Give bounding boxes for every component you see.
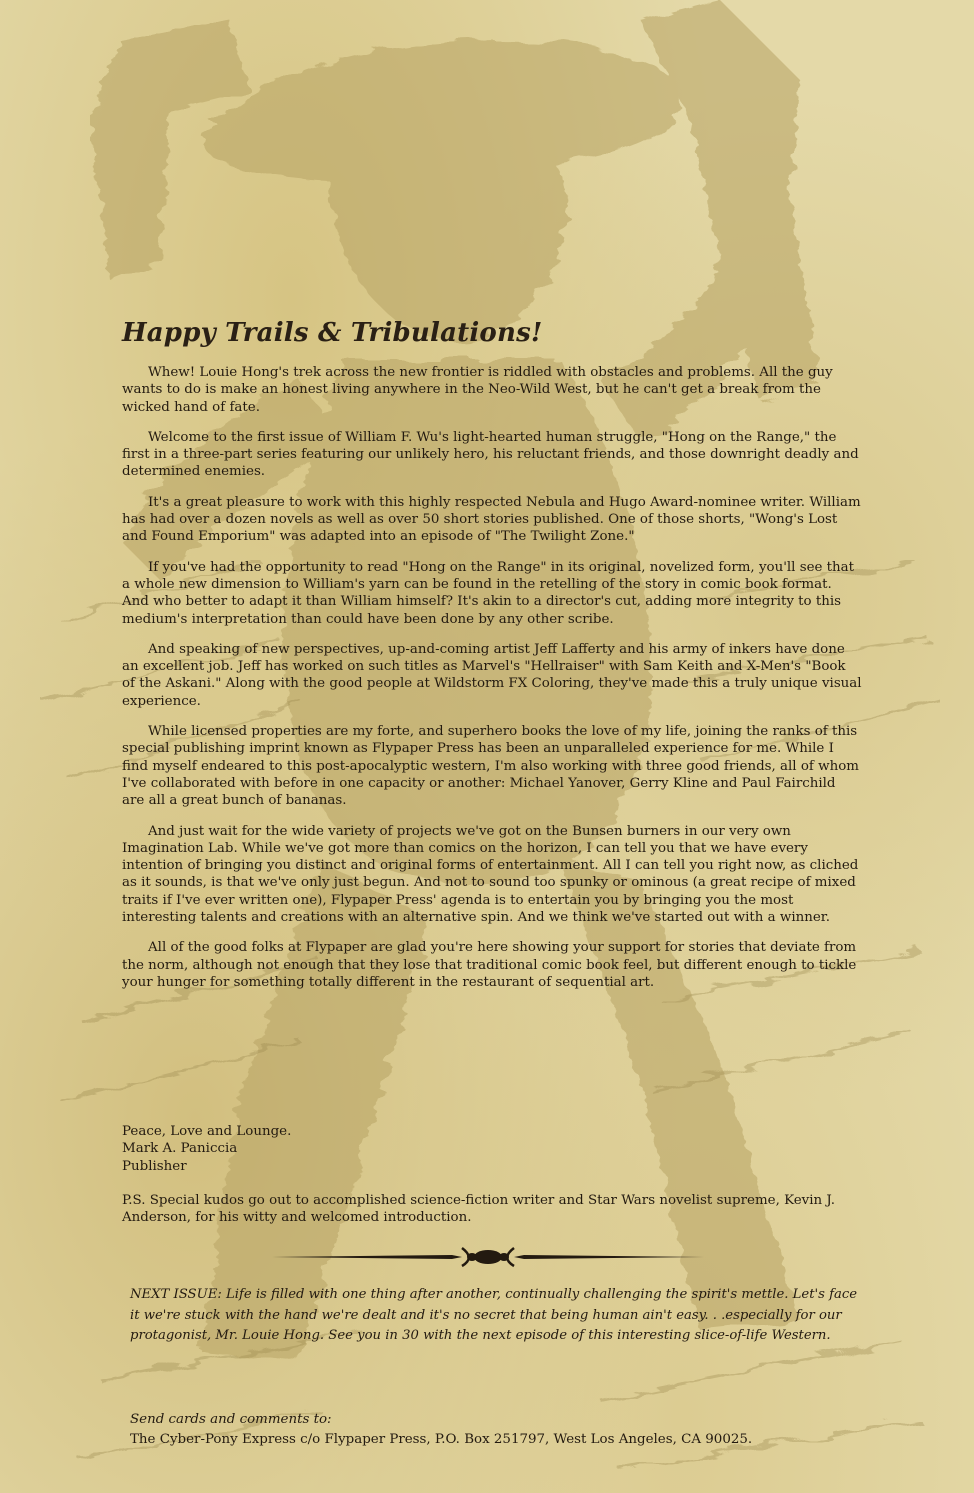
postscript: P.S. Special kudos go out to accomplished science-fiction writer and Star Wars novelist supreme, Kevin J. Anderson, for his witty and welcomed introduction.: [122, 1193, 835, 1226]
send-label: Send cards and comments to:: [130, 1412, 332, 1427]
mailing-address: The Cyber-Pony Express c/o Flypaper Press, P.O. Box 251797, West Los Angeles, CA 90025.: [130, 1432, 753, 1447]
editorial-body: [122, 364, 862, 1004]
paragraph: Welcome to the first issue of William F. Wu's light-hearted human struggle, "Hong on the Range," the first in a three-part series featuring our unlikely hero, his reluctant friends, and those downright deadly and determined enemies.: [122, 429, 859, 480]
next-issue-blurb: NEXT ISSUE: Life is filled with one thing after another, continually challenging the spirit's mettle. Let's face it we're stuck with the hand we're dealt and it's no secret that being human ain't easy. . .especially for our protagonist, Mr. Louie Hong. See you in 30 with the next episode of this interesting slice-of-life Western.: [130, 1287, 858, 1343]
paragraph: While licensed properties are my forte, and superhero books the love of my life, joining the ranks of this special publishing imprint known as Flypaper Press has been an unparalleled experience for me. While I find myself endeared to this post-apocalyptic western, I'm also working with three good friends, all of whom I've collaborated with before in one capacity or another: Michael Yanover, Gerry Kline and Paul Fairchild are all a great bunch of bananas.: [122, 724, 859, 809]
paragraph: All of the good folks at Flypaper are glad you're here showing your support for stories that deviate from the norm, although not enough that they lose that traditional comic book feel, but different enough to tickle your hunger for something totally different in the restaurant of sequential art.: [122, 940, 857, 990]
paragraph: It's a great pleasure to work with this highly respected Nebula and Hugo Award-nominee writer. William has had over a dozen novels as well as over 50 short stories published. One of those shorts, "Wong's Lost and Found Emporium" was adapted into an episode of "The Twilight Zone.": [122, 494, 861, 545]
ornament-divider-icon: [272, 1244, 704, 1270]
signoff: [122, 1123, 291, 1175]
paragraph: And just wait for the wide variety of projects we've got on the Bunsen burners in our very own Imagination Lab. While we've got more than comics on the horizon, I can tell you that we have every intention of bringing you distinct and original forms of entertainment. All I can tell you right now, as cliched as it sounds, is that we've only just begun. And not to sound too spunky or ominous (a great recipe of mixed traits if I've ever written one), Flypaper Press' agenda is to entertain you by bringing you the most interesting talents and creations with an alternative spin. And we think we've started out with a winner.: [122, 823, 859, 926]
paragraph: Whew! Louie Hong's trek across the new frontier is riddled with obstacles and problems. All the guy wants to do is make an honest living anywhere in the Neo-Wild West, but he can't get a break from the wicked hand of fate.: [122, 365, 833, 415]
paragraph: And speaking of new perspectives, up-and-coming artist Jeff Lafferty and his army of inkers have done an excellent job. Jeff has worked on such titles as Marvel's "Hellraiser" with Sam Keith and X-Men's "Book of the Askani." Along with the good people at Wildstorm FX Coloring, they've made this a truly unique visual experience.: [122, 641, 862, 709]
signoff-title: Publisher: [122, 1158, 187, 1174]
mailing-address-block: [130, 1410, 890, 1450]
signoff-line: Peace, Love and Lounge.: [122, 1124, 292, 1139]
signoff-name: Mark A. Paniccia: [122, 1141, 238, 1157]
page-heading: Happy Trails & Tribulations!: [122, 318, 543, 348]
paragraph: If you've had the opportunity to read "Hong on the Range" in its original, novelized form, you'll see that a whole new dimension to William's yarn can be found in the retelling of the story in comic book format. And who better to adapt it than William himself? It's akin to a director's cut, adding more integrity to this medium's interpretation than could have been done by any other scribe.: [122, 559, 855, 627]
